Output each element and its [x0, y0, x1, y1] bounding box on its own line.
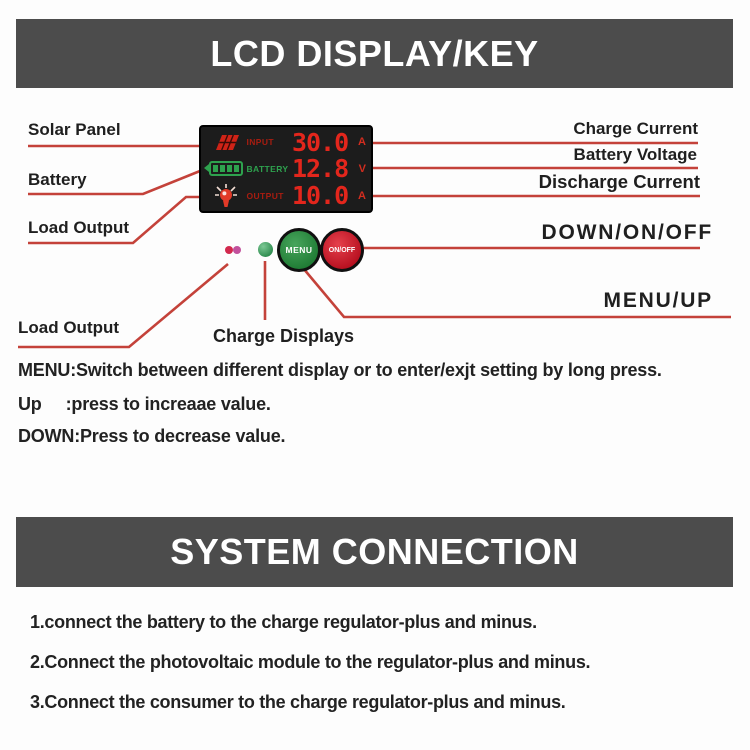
battery-icon	[205, 161, 247, 176]
load-led-red	[225, 246, 233, 254]
menu-button-label: MENU	[285, 245, 313, 255]
lcd-value-output-current: 10.0	[291, 181, 349, 211]
callout-charge-current: Charge Current	[573, 119, 698, 138]
section-header-lcd-display-key	[16, 19, 733, 88]
callout-charge-displays: Charge Displays	[213, 326, 355, 346]
section-title: SYSTEM CONNECTION	[170, 531, 579, 572]
key-desc-down: DOWN:Press to decrease value.	[18, 426, 286, 446]
callout-battery: Battery	[28, 170, 87, 189]
load-led-pink	[233, 246, 241, 254]
lcd-row-input	[205, 129, 366, 155]
callout-battery-voltage: Battery Voltage	[573, 145, 697, 164]
lamp-icon	[205, 183, 247, 208]
callout-menu-up: MENU/UP	[603, 289, 713, 312]
lcd-unit-input: A	[358, 136, 366, 149]
on-off-button[interactable]	[320, 228, 364, 272]
callout-load-output-bottom: Load Output	[18, 318, 120, 337]
on-off-button-label: ON/OFF	[328, 246, 356, 254]
lcd-display	[199, 125, 373, 213]
callout-load-output-top: Load Output	[28, 218, 130, 237]
lcd-unit-battery: V	[358, 162, 366, 175]
callout-discharge-current: Discharge Current	[538, 171, 700, 192]
connection-step-2: 2.Connect the photovoltaic module to the regulator-plus and minus.	[30, 652, 591, 672]
lcd-label-input: INPUT	[246, 137, 274, 148]
charge-led-green	[258, 242, 273, 257]
menu-button[interactable]	[277, 228, 321, 272]
lcd-unit-output: A	[358, 189, 366, 202]
lcd-row-output	[205, 183, 366, 209]
section-title: LCD DISPLAY/KEY	[210, 32, 539, 74]
lcd-row-battery	[205, 156, 366, 182]
callout-solar-panel: Solar Panel	[28, 120, 121, 139]
key-desc-up: Up :press to increaae value.	[18, 394, 271, 414]
key-desc-menu: MENU:Switch between different display or to enter/exjt setting by long press.	[18, 360, 662, 380]
solar-panel-icon	[205, 134, 247, 151]
callout-down-on-off: DOWN/ON/OFF	[541, 221, 713, 244]
connection-step-3: 3.Connect the consumer to the charge regulator-plus and minus.	[30, 692, 566, 712]
lcd-value-input-current: 30.0	[291, 127, 349, 157]
lcd-label-output: OUTPUT	[246, 190, 284, 201]
lcd-value-battery-voltage: 12.8	[291, 154, 349, 184]
lcd-label-battery: BATTERY	[246, 163, 289, 174]
section-header-system-connection	[16, 517, 733, 587]
connection-step-1: 1.connect the battery to the charge regulator-plus and minus.	[30, 612, 537, 632]
